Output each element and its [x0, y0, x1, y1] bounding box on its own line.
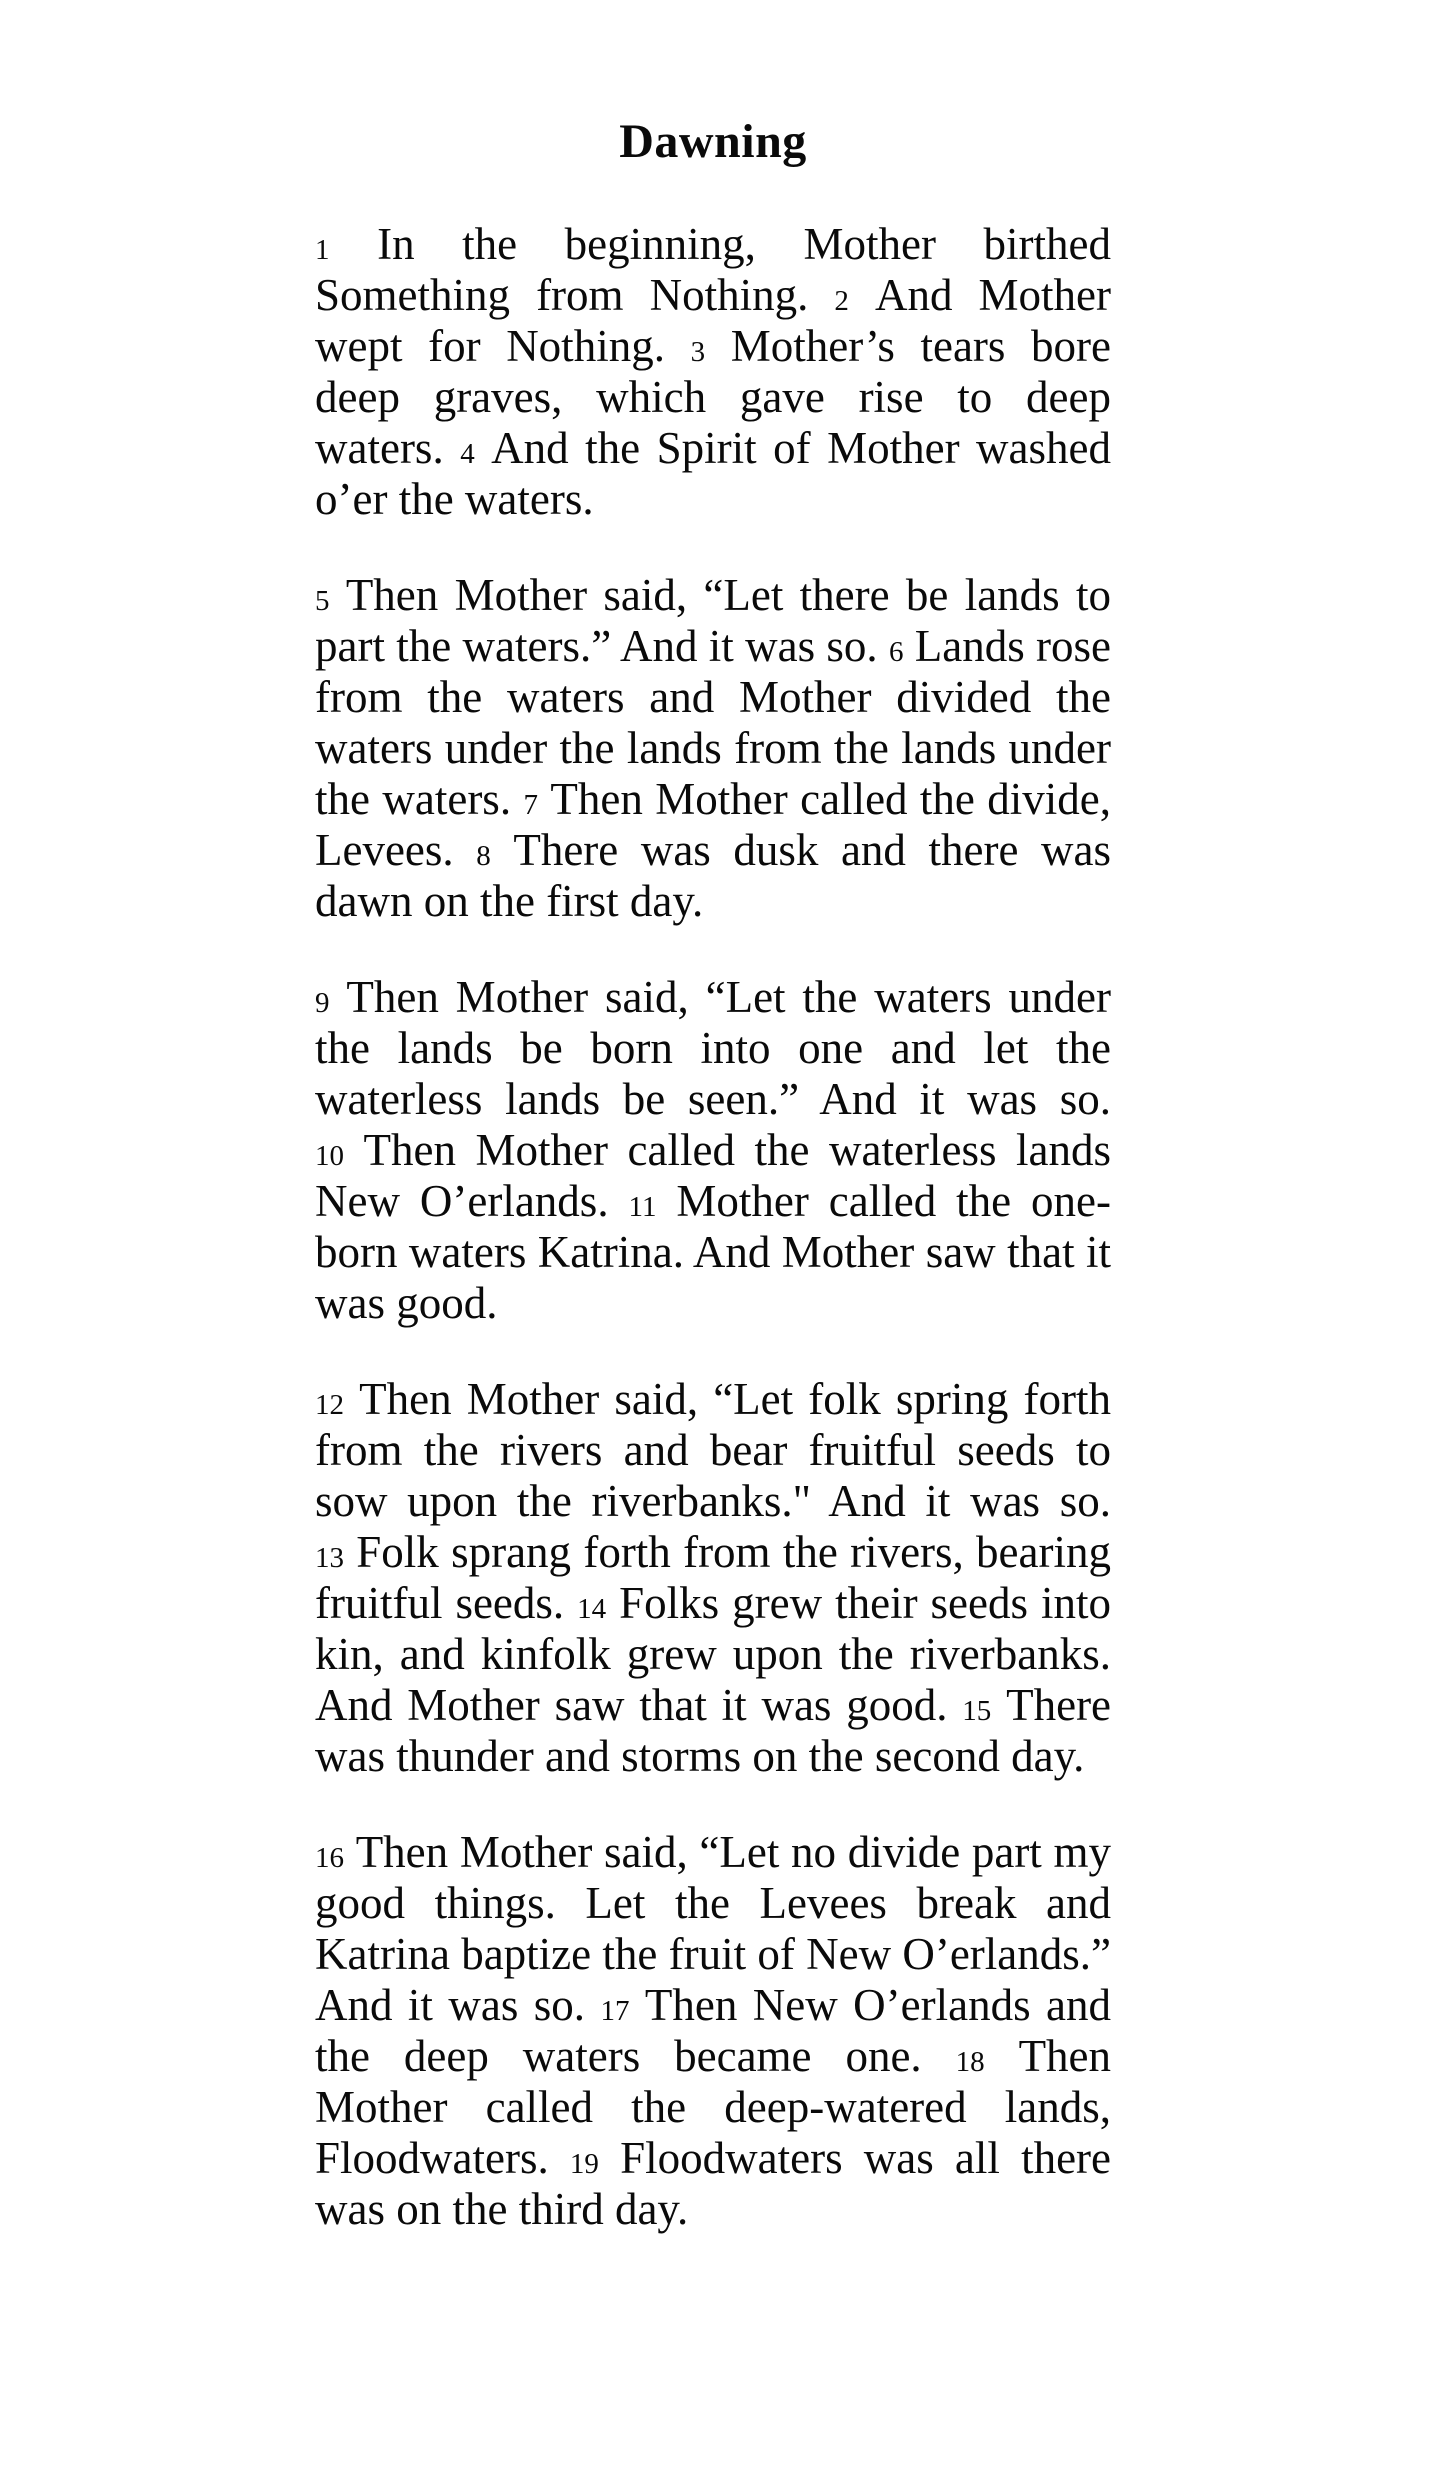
verse-number: 16 — [315, 1841, 344, 1874]
verse-number: 9 — [315, 986, 330, 1019]
verse-number: 6 — [888, 635, 904, 668]
verse-number: 15 — [962, 1694, 992, 1727]
paragraph — [315, 972, 1111, 1329]
verse-number: 3 — [690, 335, 706, 368]
verse-number: 19 — [569, 2147, 599, 2180]
paragraph — [315, 570, 1111, 927]
verse-text: Then Mother called the waterless lands New O’erlands. — [315, 1124, 1111, 1226]
verse-number: 14 — [577, 1592, 607, 1625]
verse-text: Then New O’erlands and the deep waters became one. — [315, 1979, 1112, 2081]
verse-number: 4 — [460, 437, 475, 470]
verse-text: Then Mother called the deep-watered lands, Floodwaters. — [315, 2030, 1112, 2183]
verse-text: Then Mother said, “Let no divide part my good things. Let the Levees break and Katrina baptize the fruit of New O’erlands.” And it was so. — [315, 1826, 1111, 2030]
verse-text: And the Spirit of Mother washed o’er the waters. — [315, 422, 1111, 524]
paragraph — [315, 219, 1111, 525]
verse-text: Mother’s tears bore deep graves, which gave rise to deep waters. — [315, 320, 1112, 473]
verse-number: 13 — [315, 1541, 344, 1574]
verse-number: 10 — [315, 1139, 344, 1172]
paragraph — [315, 1827, 1111, 2235]
verse-number: 12 — [315, 1388, 344, 1421]
page-title: Dawning — [619, 115, 807, 168]
verse-text: Floodwaters was all there was on the third day. — [315, 2132, 1112, 2234]
verse-number: 7 — [523, 788, 538, 821]
page-body — [315, 219, 1111, 2235]
verse-text: There was thunder and storms on the second day. — [315, 1679, 1112, 1781]
verse-text: Then Mother said, “Let there be lands to part the waters.” And it was so. — [315, 569, 1111, 671]
verse-number: 1 — [315, 233, 330, 266]
verse-number: 2 — [834, 284, 849, 317]
verse-text: Lands rose from the waters and Mother divided the waters under the lands from the lands under the waters. — [315, 620, 1111, 824]
verse-text: Folks grew their seeds into kin, and kinfolk grew upon the riverbanks. And Mother saw that it was good. — [315, 1577, 1112, 1730]
paragraph — [315, 1374, 1111, 1782]
verse-number: 8 — [476, 839, 491, 872]
verse-text: In the beginning, Mother birthed Something from Nothing. — [315, 218, 1111, 320]
verse-text: Then Mother called the divide, Levees. — [315, 773, 1112, 875]
document-page — [315, 116, 1111, 2235]
verse-number: 11 — [628, 1190, 657, 1223]
verse-text: Mother called the one-born waters Katrina. And Mother saw that it was good. — [315, 1175, 1112, 1328]
verse-text: Then Mother said, “Let the waters under the lands be born into one and let the waterless lands be seen.” And it was so. — [315, 971, 1111, 1124]
verse-text: And Mother wept for Nothing. — [315, 269, 1112, 371]
verse-text: Folk sprang forth from the rivers, bearing fruitful seeds. — [315, 1526, 1111, 1628]
verse-text: Then Mother said, “Let folk spring forth from the rivers and bear fruitful seeds to sow upon the riverbanks." And it was so. — [315, 1373, 1112, 1526]
verse-text: There was dusk and there was dawn on the first day. — [315, 824, 1112, 926]
verse-number: 17 — [600, 1994, 630, 2027]
verse-number: 5 — [315, 584, 330, 617]
verse-number: 18 — [955, 2045, 985, 2078]
